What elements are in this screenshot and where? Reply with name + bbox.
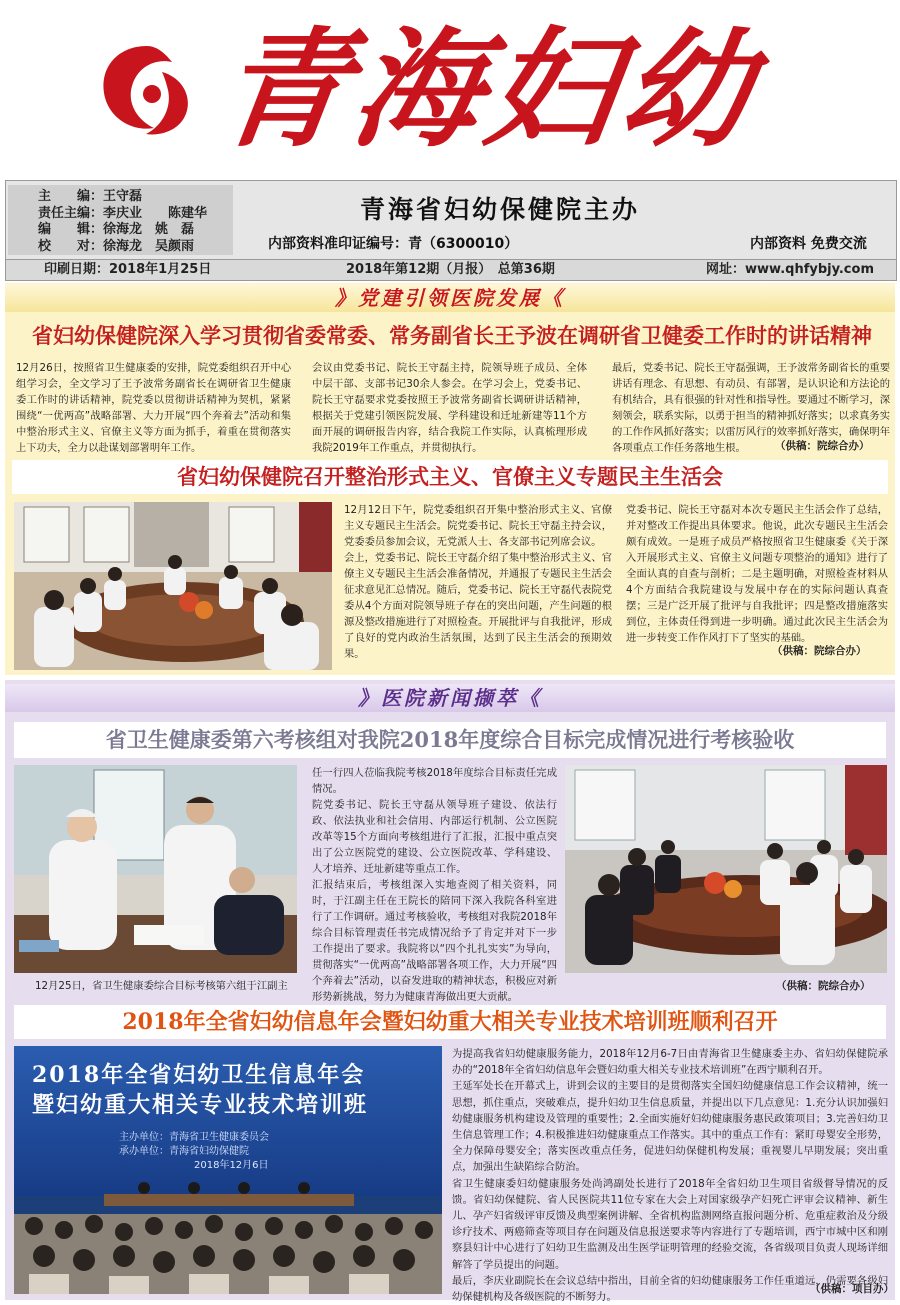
- permit-number: 内部资料准印证编号：青（6300010）: [268, 236, 519, 252]
- article4-headline: 2018年全省妇幼信息年会暨妇幼重大相关专业技术培训班顺利召开: [14, 1005, 886, 1039]
- conference-hall-photo: [14, 1046, 442, 1294]
- article1-headline: 省妇幼保健院深入学习贯彻省委常委、常务副省长王予波在调研省卫健委工作时的讲话精神: [32, 323, 872, 348]
- article1-col3: 最后，党委书记、院长王守磊强调，王予波常务副省长的重要讲话有理念、有思想、有动员、有部署，是认识论和方法论的有机结合，具有很强的针对性和指导性。要通过不断学习，深刻领会，联系实际，以勇于担当的精神抓好落实；以求真务实的工作作风抓好落实；以雷厉风行的效率抓好落实，确保明年各项重点工作任务落地生根。: [612, 362, 891, 454]
- article3-headline: 省卫生健康委第六考核组对我院2018年度综合目标完成情况进行考核验收: [14, 722, 886, 758]
- banner-org2: 承办单位：青海省妇幼保健院: [119, 1146, 249, 1157]
- article4-body: 为提高我省妇幼健康服务能力，2018年12月6-7日由青海省卫生健康委主办、省妇幼保健院承办的“2018年全省妇幼信息年会暨妇幼重大相关专业技术培训班”在西宁顺利召开。 王延军处长在开幕式上，讲到会议的主要目的是贯彻落实全国妇幼健康信息工作会议精神，统一思想，抓住重点，突破难点，提升妇幼卫生信息质量，并提出以下几点意见：1.充分认识加强妇幼健康服务机构建设及管理的重要性；2.全面实施好妇幼健康服务惠民政策项目；3.完善妇幼卫生信息管理工作；4.积极推进妇幼健康重点工作落实。其中的重点工作有：紧盯母婴安全形势，全力保障母婴安全；落实医改重点任务，促进妇幼保健机构发展；重视婴儿早期发展；突出重点，加强出生缺陷综合防治。 省卫生健康委妇幼健康服务处尚鸿副处长进行了2018年全省妇幼卫生项目省级督导情况的反馈。省妇幼保健院、省人民医院共11位专家在大会上对国家级孕产妇死亡评审会议精神、新生儿、孕产妇省级评审反馈及典型案例讲解、全省机构监测网络直报问题分析、危重症救治及分级诊疗技术、两癌筛查等项目存在问题及信息报送要求等内容进行了专题培训，西宁市城中区和刚察县妇计中心进行了妇幼卫生监测及出生医学证明管理的经验交流，各省级项目负责人现场详细解答了学员提出的问题。 最后，李庆业副院长在会议总结中指出，目前全省的妇幼健康服务工作任重道远，仍需要各级妇幼保健机构及各级医院的不断努力。: [452, 1048, 888, 1304]
- editor-list: [38, 189, 207, 255]
- banner-date: 2018年12月6日: [194, 1160, 269, 1171]
- banner-line1: 2018年全省妇幼卫生信息年会: [32, 1062, 366, 1088]
- article4-credit: （供稿：项目办）: [810, 1283, 894, 1295]
- article1-credit: （供稿：院综合办）: [775, 440, 870, 452]
- meeting-photo: [14, 502, 332, 670]
- editor-line: 编 辑：徐海龙 姚 磊: [38, 222, 195, 237]
- masthead-title: 青海妇幼: [209, 15, 767, 165]
- logo-icon: [92, 38, 202, 138]
- conference-photo: [565, 765, 887, 973]
- article3-credit: （供稿：院综合办）: [776, 980, 871, 992]
- article3-body: 任一行四人莅临我院考核2018年度综合目标责任完成情况。 院党委书记、院长王守磊从领导班子建设、依法行政、依法执业和社会信用、内部运行机制、公立医院改革等15个方面向考核组进行了汇报，汇报中重点突出了公立医院党的建设、公立医院改革、学科建设、人才培养、迁址新建等重点工作。 汇报结束后，考核组深入实地查阅了相关资料，同时，于江副主任在王院长的陪同下深入我院各科室进行了工作调研。通过考核验收，考核组对我院2018年综合目标管理责任书完成情况给予了肯定并对下一步工作提出了要求。我院将以“四个扎扎实实”为导向，贯彻落实“一优两高”战略部署各项工作，大力开展“四个奔着去”活动，以奋发进取的精神状态，积极应对新形势新挑战，努力为健康青海做出更大贡献。: [312, 767, 557, 1003]
- editor-line: 主 编：王守磊: [38, 189, 143, 204]
- article1-col1: 12月26日，按照省卫生健康委的安排，院党委组织召开中心组学习会，全文学习了王予波常务副省长在调研省卫生健康委工作时的讲话精神，院党委以贯彻讲话精神为契机，紧紧围绕“一优两高”战略部署、大力开展“四个奔着去”活动和集中整治形式主义、官僚主义等方面为抓手，着重在贯彻落实上下功夫，全力以赴谋划部署明年工作。: [16, 362, 291, 454]
- section-band-news: 》医院新闻撷萃《: [5, 684, 895, 712]
- date-bar: [5, 259, 897, 281]
- article2-col1: 12月12日下午，院党委组织召开集中整治形式主义、官僚主义专题民主生活会。院党委书记、院长王守磊主持会议，党委委员参加会议，无党派人士、各支部书记列席会议。 会上，党委书记、院长王守磊介绍了集中整治形式主义、官僚主义专题民主生活会准备情况，并通报了专题民主生活会征求意见汇总情况。随后，党委书记、院长王守磊代表院党委从4个方面对院领导班子存在的突出问题，产生问题的根源及整改措施进行了对照检查。开展批评与自我批评，形成了良好的党内政治生活氛围，达到了民主生活会的预期效果。: [344, 504, 612, 660]
- editor-line: 校 对：徐海龙 吴颜雨: [38, 238, 195, 254]
- audience-graphic: [14, 1164, 442, 1294]
- banner-line2: 暨妇幼重大相关专业技术培训班: [32, 1092, 369, 1118]
- article2-col2: 党委书记、院长王守磊对本次专题民主生活会作了总结，并对整改工作提出具体要求。他说，此次专题民主生活会颇有成效。一是班子成员严格按照省卫生健康委《关于深入开展形式主义、官僚主义问题专项整治的通知》进行了全面认真的自查与剖析；二是主题明确，对照检查材料从4个方面结合我院建设与发展中存在的实际问题认真查摆；三是广泛开展了批评与自我批评；四是整改措施落实到位，主体责任得到进一步明确。通过此次民主生活会为进一步转变工作作风打下了坚实的基础。: [626, 504, 888, 644]
- issue-number: 2018年第12期（月报） 总第36期: [346, 262, 555, 277]
- article1-col2: 会议由党委书记、院长王守磊主持，院领导班子成员、全体中层干部、支部书记30余人参会。在学习会上，党委书记、院长王守磊要求党委按照王予波常务副省长调研讲话精神，根据关于党建引领医院发展、学科建设和迁址新建等11个方面开展的调研报告内容，结合我院工作实际，认真梳理形成我院2019年工作重点，并贯彻执行。: [312, 362, 587, 454]
- website-link[interactable]: 网址：www.qhfybjy.com: [706, 262, 874, 277]
- sponsor-title: 青海省妇幼保健院主办: [360, 195, 641, 224]
- print-date: 印刷日期：2018年1月25日: [44, 262, 212, 277]
- inspection-photo: [14, 765, 297, 973]
- article2-headline: 省妇幼保健院召开整治形式主义、官僚主义专题民主生活会: [12, 460, 888, 494]
- photo-caption: 12月25日，省卫生健康委综合目标考核第六组于江副主: [35, 980, 288, 992]
- banner-org1: 主办单位：青海省卫生健康委员会: [119, 1132, 269, 1143]
- section-band-party: 》党建引领医院发展《: [5, 284, 895, 312]
- article2-credit: （供稿：院综合办）: [772, 645, 867, 657]
- internal-note: 内部资料 免费交流: [750, 236, 867, 252]
- editor-line: 责任主编：李庆业 陈建华: [38, 205, 208, 221]
